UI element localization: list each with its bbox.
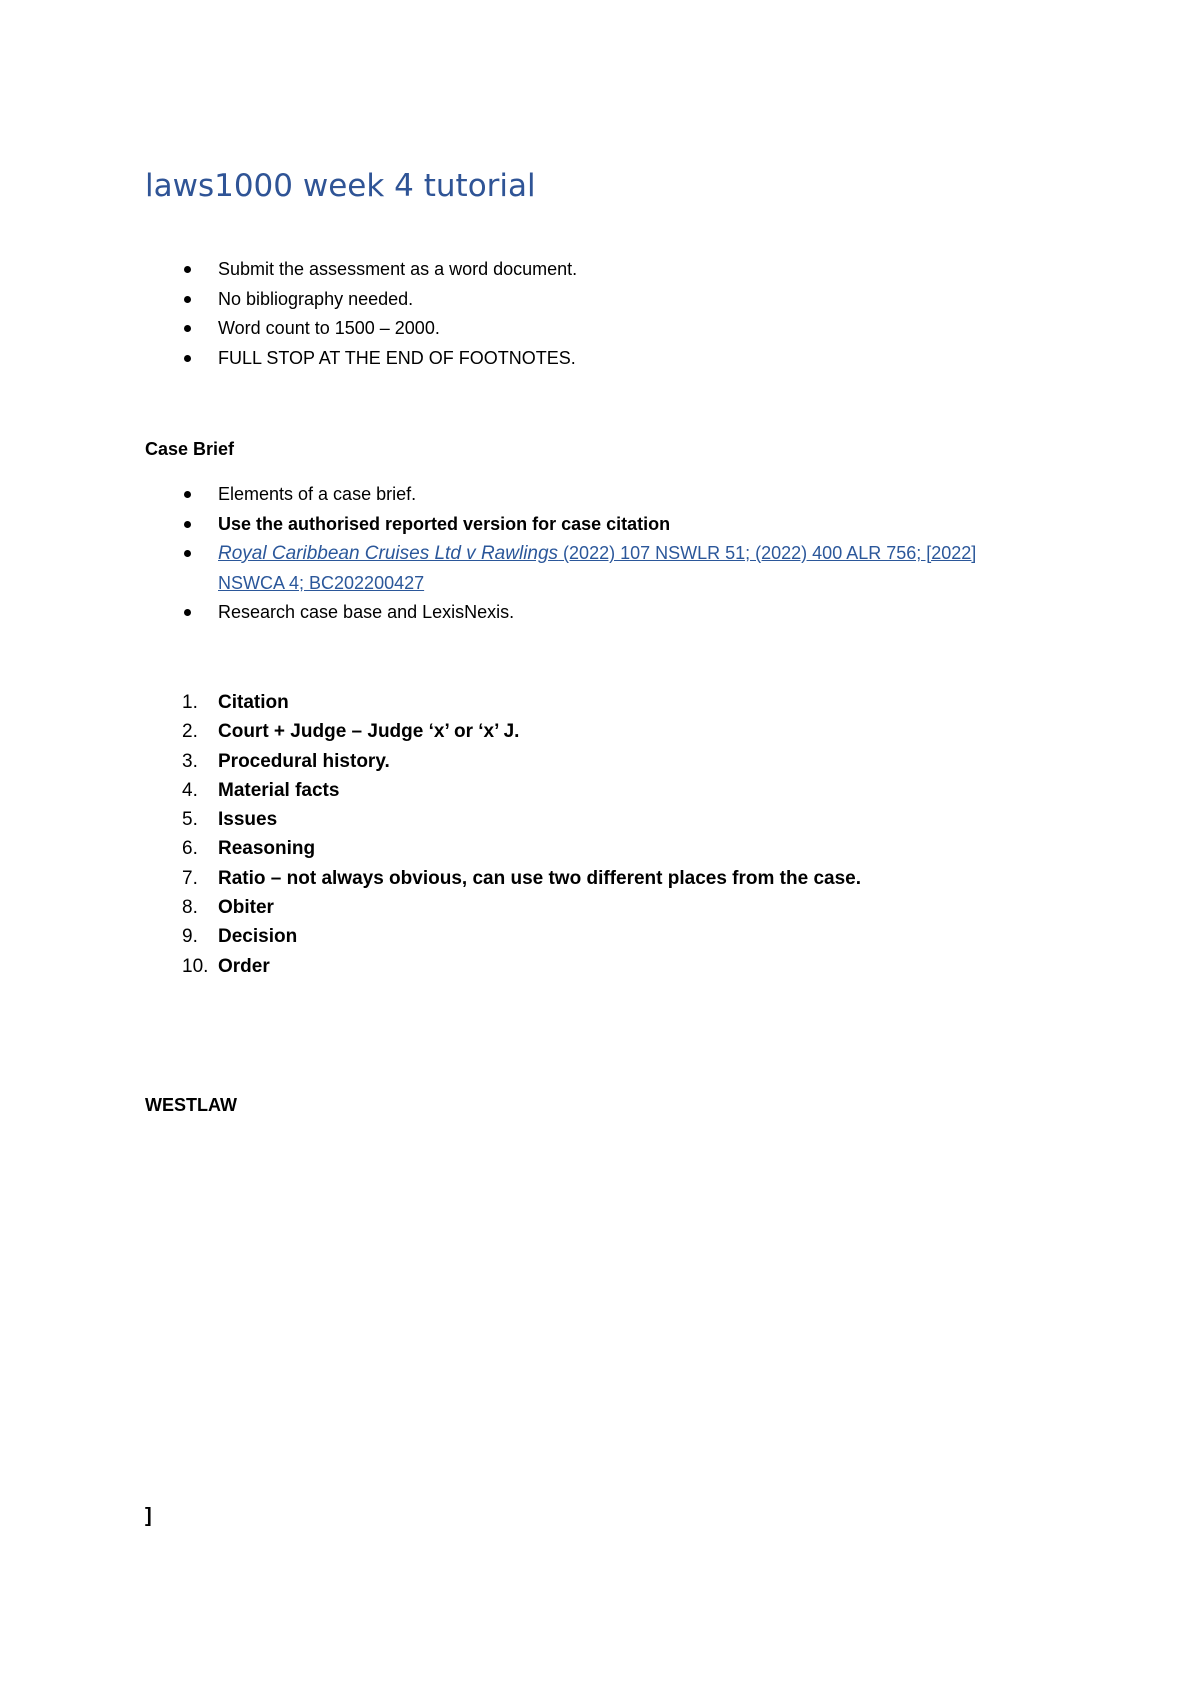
list-number: 9. (182, 926, 198, 948)
list-item (0, 893, 1100, 922)
list-number: 8. (182, 897, 198, 919)
list-item (0, 598, 1100, 628)
case-brief-heading: Case Brief (145, 439, 235, 459)
bullet-icon (184, 325, 191, 332)
list-item (0, 539, 1048, 598)
bullet-icon (184, 266, 191, 273)
list-item (0, 255, 1100, 285)
stray-bracket-text: ] (145, 1505, 152, 1527)
case-name: Royal Caribbean Cruises Ltd v Rawlings (218, 543, 559, 564)
bullet-icon (184, 355, 191, 362)
list-item (0, 747, 1100, 776)
list-item (0, 805, 1100, 834)
element-text: Procedural history. (218, 750, 390, 772)
bullet-icon (184, 491, 191, 498)
list-item (0, 688, 1100, 717)
bullet-icon (184, 521, 191, 528)
list-number: 1. (182, 692, 198, 713)
case-brief-point: Elements of a case brief. (218, 484, 417, 504)
list-item (0, 952, 1100, 981)
list-item (0, 864, 1100, 893)
case-brief-point: Research case base and LexisNexis. (218, 602, 515, 622)
list-item (0, 717, 1100, 746)
document-title: laws1000 week 4 tutorial (145, 168, 536, 204)
element-text: Reasoning (218, 838, 316, 860)
list-number: 7. (182, 867, 198, 889)
list-number: 5. (182, 809, 198, 831)
bullet-icon (184, 296, 191, 303)
list-item (0, 314, 1100, 344)
list-item (0, 480, 1100, 510)
bullet-icon (184, 550, 191, 557)
case-brief-list (0, 480, 1100, 628)
element-text: Decision (218, 926, 298, 948)
element-text: Ratio – not always obvious, can use two different places from the case. (218, 867, 862, 889)
list-item (0, 834, 1100, 863)
list-number: 2. (182, 721, 198, 743)
instruction-text: Word count to 1500 – 2000. (218, 318, 440, 338)
case-citation-link[interactable] (218, 543, 976, 593)
case-brief-elements-list (0, 688, 1100, 981)
instructions-list (0, 255, 1100, 373)
list-number: 3. (182, 750, 198, 772)
element-text: Obiter (218, 897, 274, 919)
list-item (0, 510, 1100, 540)
instruction-text: No bibliography needed. (218, 288, 414, 309)
list-number: 10. (182, 955, 209, 977)
list-item (0, 776, 1100, 805)
element-text: Issues (218, 809, 278, 831)
instruction-text: Submit the assessment as a word document. (218, 259, 578, 279)
list-number: 6. (182, 838, 198, 860)
list-item (0, 285, 1100, 315)
element-text: Court + Judge – Judge ‘x’ or ‘x’ J. (218, 721, 520, 743)
bullet-icon (184, 609, 191, 616)
element-text: Order (218, 955, 270, 977)
instruction-text: FULL STOP AT THE END OF FOOTNOTES. (218, 347, 576, 368)
element-text: Citation (218, 692, 289, 713)
case-citation: (2022) 107 NSWLR 51; (2022) 400 ALR 756; [2022] NSWCA 4; BC202200427 (218, 543, 977, 593)
case-brief-point: Use the authorised reported version for case citation (218, 513, 671, 534)
list-item (0, 344, 1100, 374)
list-number: 4. (182, 779, 198, 801)
element-text: Material facts (218, 779, 340, 801)
list-item (0, 922, 1100, 951)
westlaw-heading: WESTLAW (145, 1095, 237, 1115)
